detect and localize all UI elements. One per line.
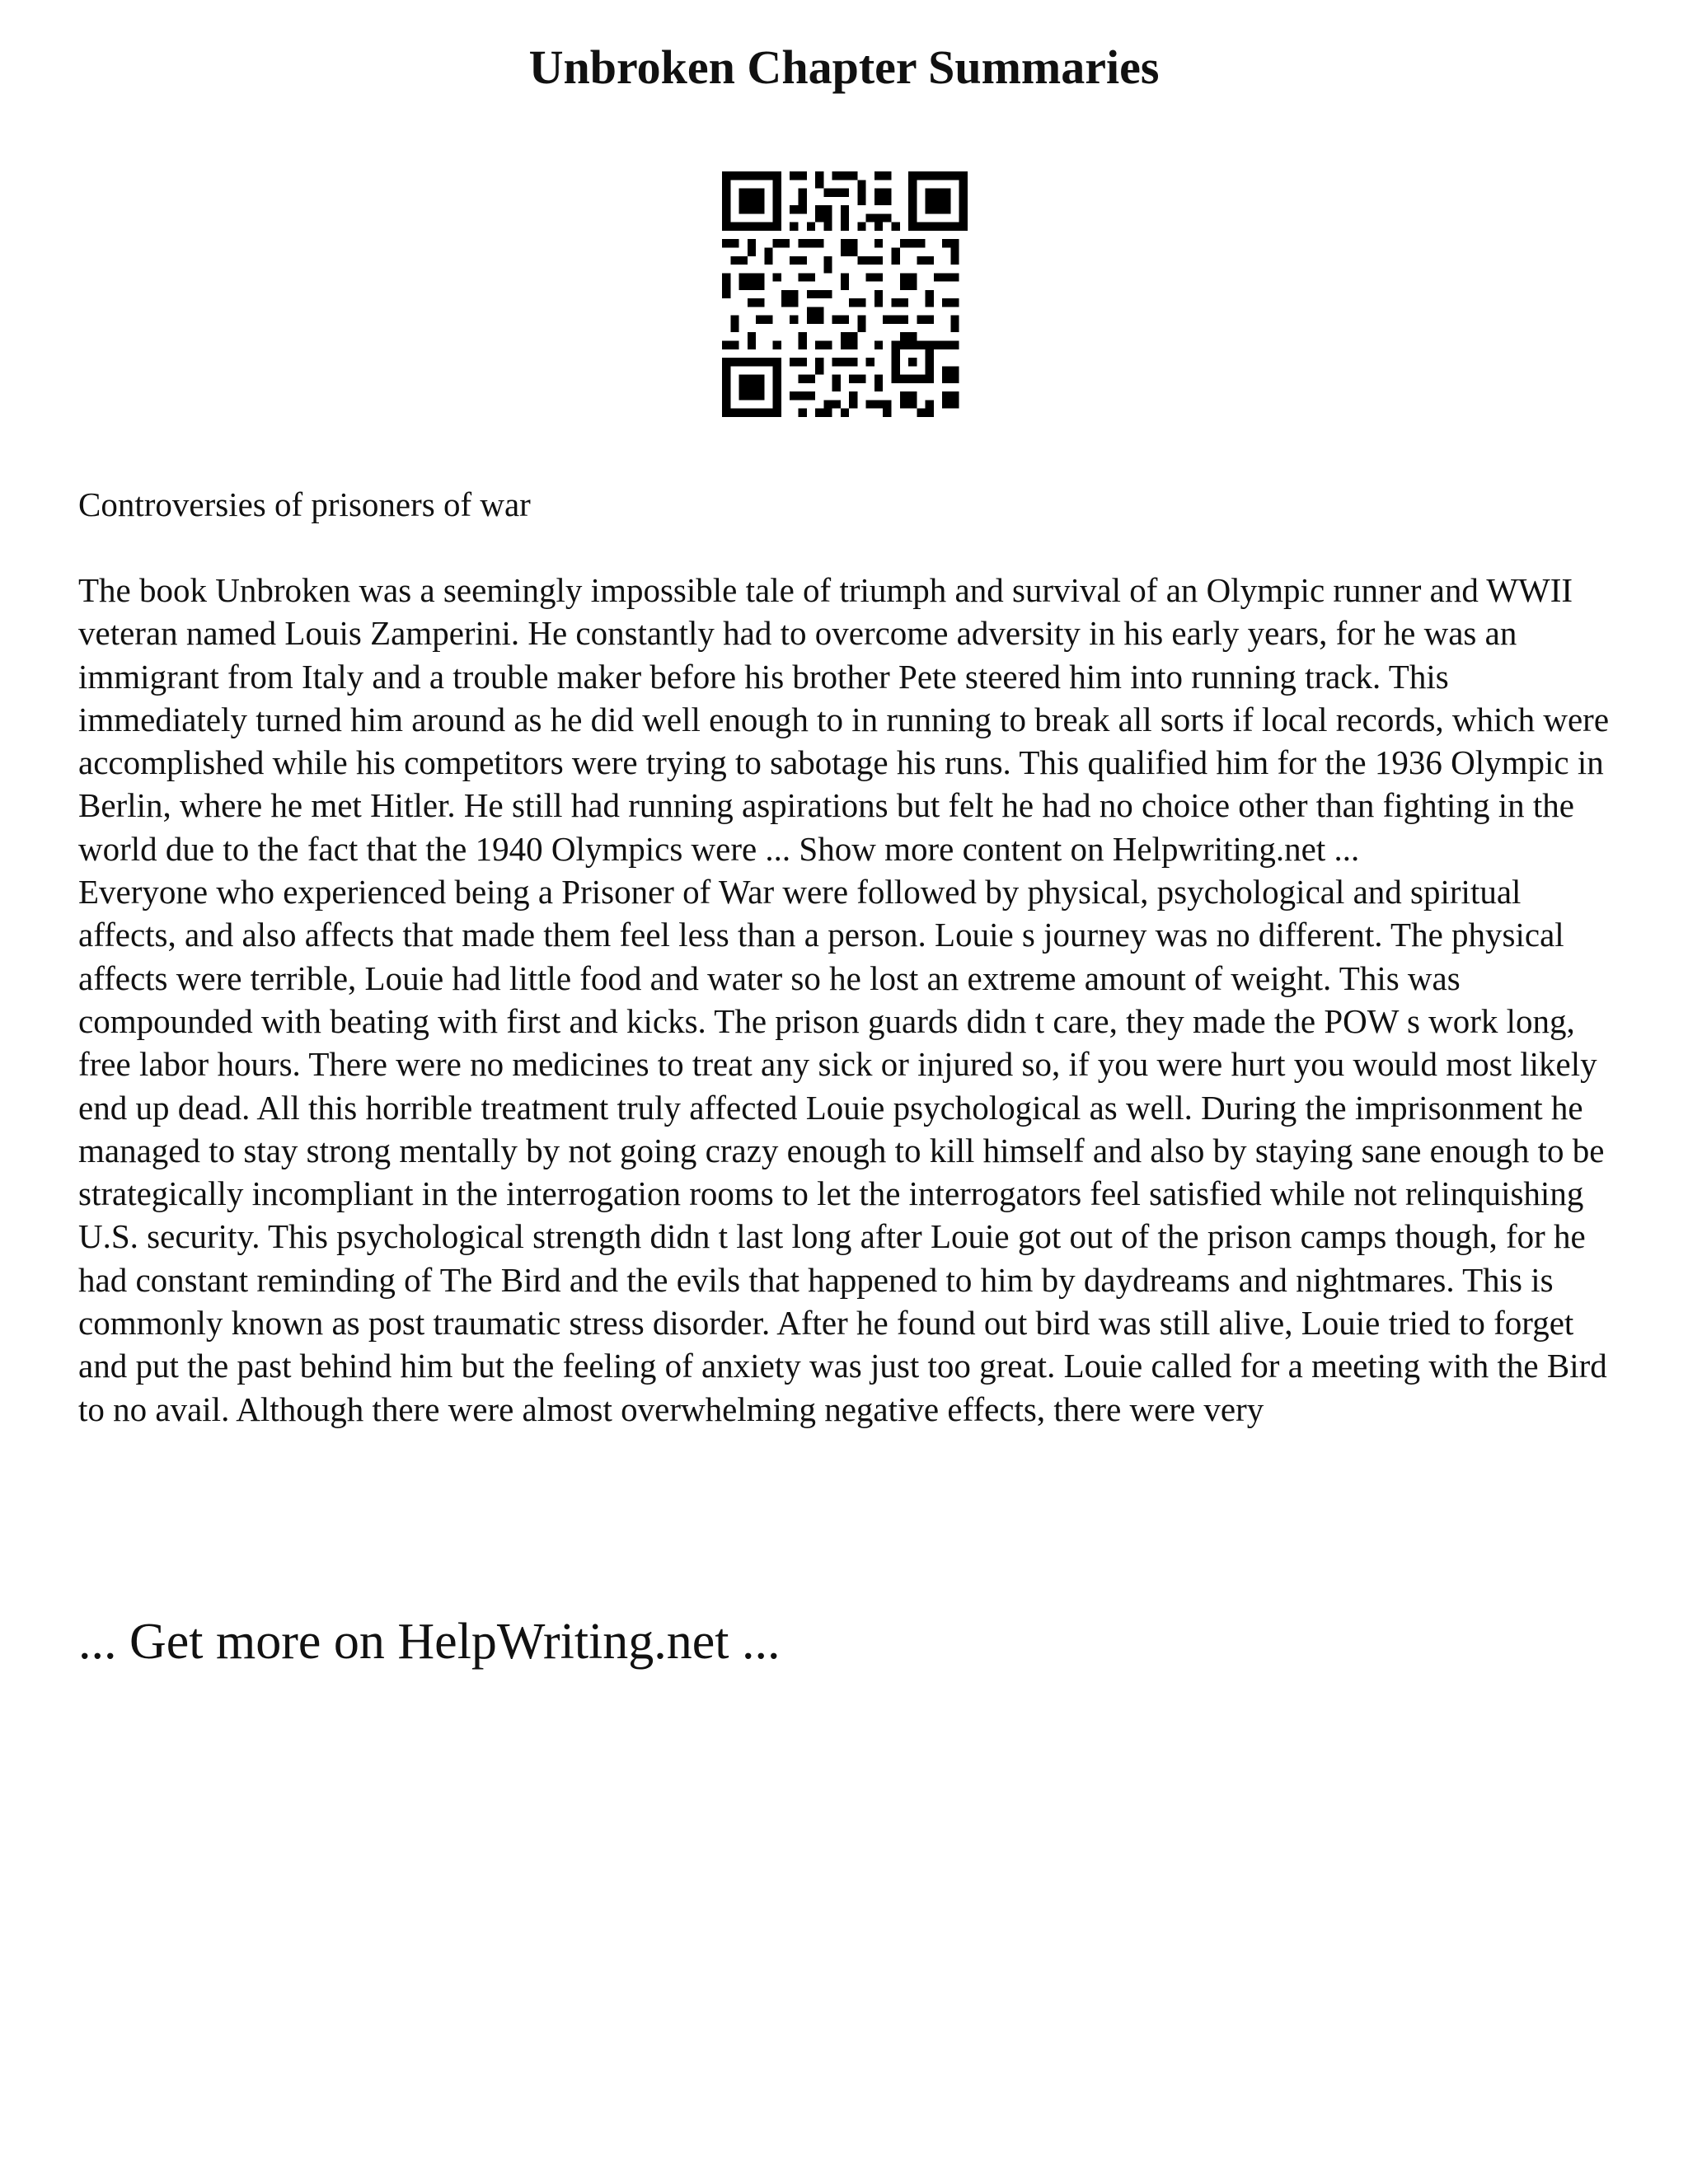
paragraph: Everyone who experienced being a Prisoner of War were followed by physical, psychological and spiritual affects, and also affects that made them feel less than a person. Louie s journey was no different. The physical affects were terrible, Louie had little food and water so he lost an extreme amount of weight. This was compounded with beating with first and kicks. The prison guards didn t care, they made the POW s work long, free labor hours. There were no medicines to treat any sick or injured so, if you were hurt you would most likely end up dead. All this horrible treatment truly affected Louie psychological as well. During the imprisonment he managed to stay strong mentally by not going crazy enough to kill himself and also by staying sane enough to be strategically incompliant in the interrogation rooms to let the interrogators feel satisfied while not relinquishing U.S. security. This psychological strength didn t last long after Louie got out of the prison camps though, for he had constant reminding of The Bird and the evils that happened to him by daydreams and nightmares. This is commonly known as post traumatic stress disorder. After he found out bird was still alive, Louie tried to forget and put the past behind him but the feeling of anxiety was just too great. Louie called for a meeting with the Bird to no avail. Although there were almost overwhelming negative effects, there were very bbox=[78, 873, 1607, 1428]
page-title: Unbroken Chapter Summaries bbox=[528, 40, 1160, 94]
article-body bbox=[78, 569, 1620, 1431]
qr-code-icon bbox=[722, 171, 968, 417]
section-subtitle: Controversies of prisoners of war bbox=[78, 485, 531, 523]
paragraph: The book Unbroken was a seemingly impossible tale of triumph and survival of an Olympic runner and WWII veteran named Louis Zamperini. He constantly had to overcome adversity in his early years, for he was an immigrant from Italy and a trouble maker before his brother Pete steered him into running track. This immediately turned him around as he did well enough to in running to break all sorts if local records, which were accomplished while his competitors were trying to sabotage his runs. This qualified him for the 1936 Olympic in Berlin, where he met Hitler. He still had running aspirations but felt he had no choice other than fighting in the world due to the fact that the 1940 Olympics were ... Show more content on Helpwriting.net ... bbox=[78, 571, 1610, 868]
get-more-link[interactable]: ... Get more on HelpWriting.net ... bbox=[78, 1614, 781, 1670]
